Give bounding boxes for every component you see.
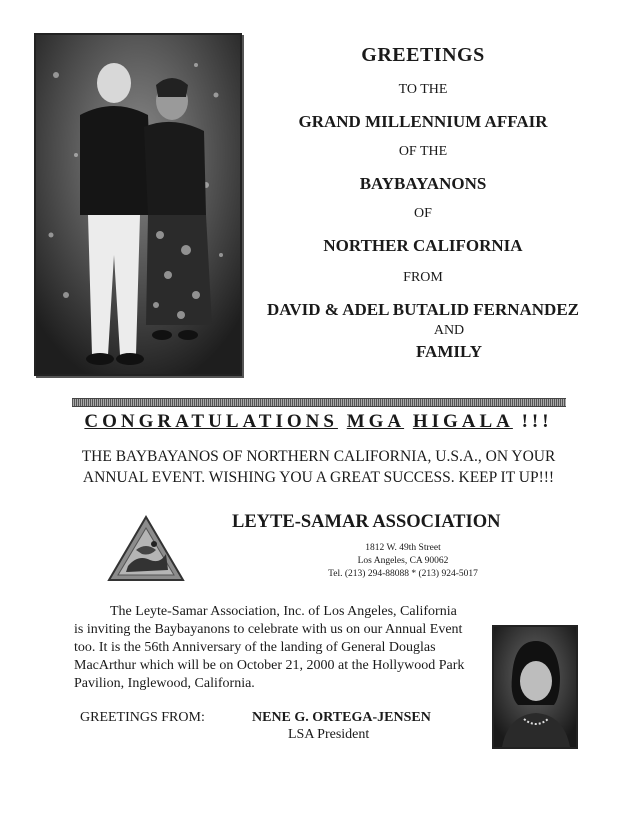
president-role: LSA President bbox=[288, 727, 370, 742]
invitation-line-2: is inviting the Baybayanons to celebrate with us on our Annual Event bbox=[74, 622, 463, 637]
invitation-line-5: Pavilion, Inglewood, California. bbox=[74, 676, 255, 691]
association-phone: Tel. (213) 294-88088 * (213) 924-5017 bbox=[328, 569, 478, 579]
association-street: 1812 W. 49th Street bbox=[365, 543, 441, 553]
congrats-punctuation: !!! bbox=[521, 411, 553, 432]
congrats-word-1: CONGRATULATIONS bbox=[84, 411, 338, 432]
association-name: LEYTE-SAMAR ASSOCIATION bbox=[232, 512, 501, 532]
greetings-from-label: GREETINGS FROM: bbox=[80, 710, 205, 725]
leyte-samar-logo bbox=[106, 514, 186, 584]
congrats-word-3: HIGALA bbox=[412, 411, 513, 432]
couple-photo bbox=[34, 33, 242, 376]
greeting-sender-names: DAVID & ADEL BUTALID FERNANDEZ bbox=[266, 300, 580, 319]
greeting-from: FROM bbox=[403, 270, 443, 285]
president-photo bbox=[492, 625, 578, 749]
greeting-of-the: OF THE bbox=[398, 144, 448, 159]
divider-bar bbox=[72, 398, 566, 407]
greeting-region: NORTHER CALIFORNIA bbox=[323, 236, 523, 255]
invitation-line-3: too. It is the 56th Anniversary of the landing of General Douglas bbox=[74, 640, 436, 655]
congratulations-headline bbox=[0, 411, 637, 433]
wish-line-2: ANNUAL EVENT. WISHING YOU A GREAT SUCCESS. KEEP IT UP!!! bbox=[82, 469, 555, 486]
greeting-to-the: TO THE bbox=[398, 82, 448, 97]
president-name: NENE G. ORTEGA-JENSEN bbox=[252, 710, 431, 725]
invitation-line-1: The Leyte-Samar Association, Inc. of Los Angeles, California bbox=[110, 604, 457, 619]
association-city: Los Angeles, CA 90062 bbox=[357, 556, 449, 566]
invitation-line-4: MacArthur which will be on October 21, 2000 at the Hollywood Park bbox=[74, 658, 465, 673]
greeting-family: FAMILY bbox=[415, 342, 483, 361]
greeting-event-name: GRAND MILLENNIUM AFFAIR bbox=[298, 112, 548, 131]
greeting-and: AND bbox=[433, 323, 465, 338]
congrats-word-2: MGA bbox=[346, 411, 405, 432]
greeting-title: GREETINGS bbox=[361, 44, 485, 66]
wish-line-1: THE BAYBAYANOS OF NORTHERN CALIFORNIA, U.S.A., ON YOUR bbox=[81, 448, 556, 465]
greeting-of: OF bbox=[414, 206, 432, 221]
greeting-baybayanons: BAYBAYANONS bbox=[359, 174, 487, 193]
